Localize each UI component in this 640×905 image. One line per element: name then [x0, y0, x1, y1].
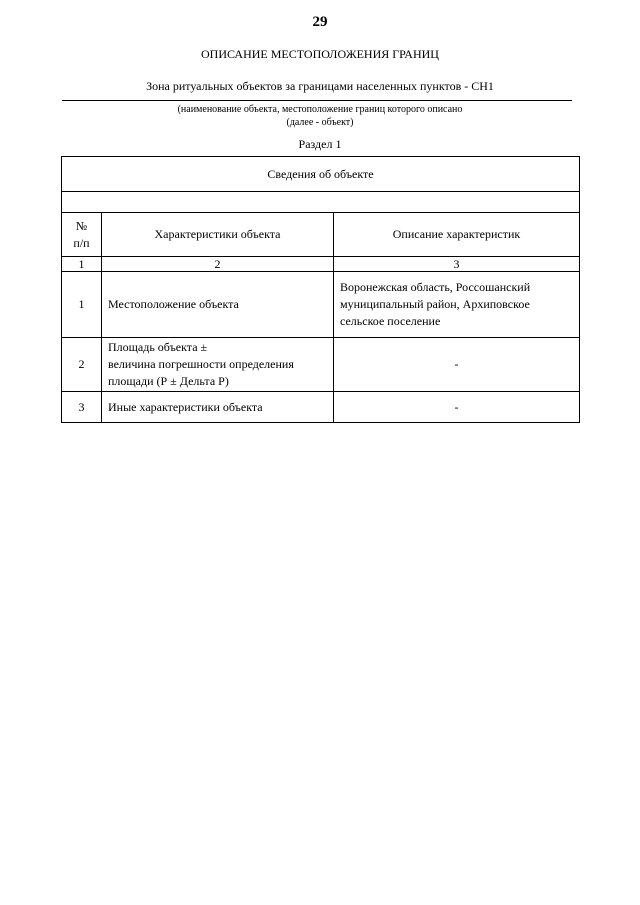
row-2-characteristic	[102, 338, 334, 392]
caption-line-2: (далее - объект)	[286, 117, 354, 128]
row-1-characteristic: Местоположение объекта	[102, 272, 334, 338]
table-spacer-cell	[62, 192, 580, 213]
row-2-num: 2	[62, 338, 102, 392]
row-2-characteristic-line3: площади (Р ± Дельта Р)	[108, 374, 229, 388]
table-row	[62, 338, 580, 392]
row-2-description: -	[334, 338, 580, 392]
header-num-line2: п/п	[73, 235, 90, 250]
column-number-3: 3	[334, 257, 580, 272]
table-heading-row	[62, 157, 580, 192]
row-1-description-line1: Воронежская область, Россошанский	[340, 280, 531, 294]
row-1-description	[334, 272, 580, 338]
caption-line-1: (наименование объекта, местоположение границ которого описано	[177, 104, 463, 115]
section-label: Раздел 1	[298, 137, 342, 151]
table-header-row	[62, 213, 580, 257]
column-number-row	[62, 257, 580, 272]
object-name-underline	[62, 100, 572, 101]
column-number-2: 2	[102, 257, 334, 272]
row-3-description: -	[334, 392, 580, 423]
table-heading: Сведения об объекте	[62, 157, 580, 192]
table-row	[62, 392, 580, 423]
row-1-description-line2: муниципальный район, Архиповское	[340, 297, 530, 311]
table-row	[62, 272, 580, 338]
header-description: Описание характеристик	[334, 213, 580, 257]
header-characteristic: Характеристики объекта	[102, 213, 334, 257]
row-2-characteristic-line1: Площадь объекта ±	[108, 340, 208, 354]
row-1-num: 1	[62, 272, 102, 338]
object-info-table	[61, 156, 580, 423]
header-num	[62, 213, 102, 257]
page-number: 29	[312, 14, 328, 30]
column-number-1: 1	[62, 257, 102, 272]
table-spacer-row	[62, 192, 580, 213]
row-1-description-line3: сельское поселение	[340, 314, 441, 328]
object-name-caption	[0, 103, 640, 129]
object-name: Зона ритуальных объектов за границами населенных пунктов - СН1	[146, 79, 494, 93]
row-3-characteristic: Иные характеристики объекта	[102, 392, 334, 423]
header-num-line1: №	[75, 218, 88, 233]
document-title: ОПИСАНИЕ МЕСТОПОЛОЖЕНИЯ ГРАНИЦ	[201, 47, 439, 61]
row-2-characteristic-line2: величина погрешности определения	[108, 357, 294, 371]
row-3-num: 3	[62, 392, 102, 423]
